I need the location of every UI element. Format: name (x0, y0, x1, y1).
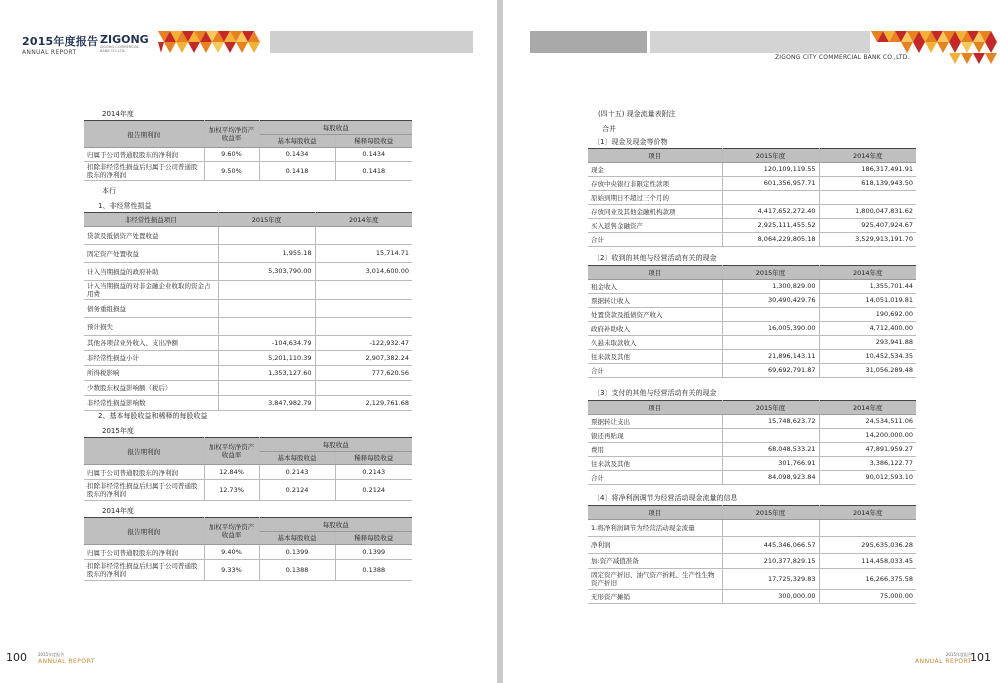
table-row: 合计 69,692,791.87 31,056,289.48 (588, 363, 916, 377)
header-eps: 每股收益 (259, 121, 412, 135)
table-row: 贷款及抵债资产处置收益 (84, 226, 412, 244)
header-roe: 加权平均净资产收益率 (204, 518, 259, 545)
header-basic: 基本每股收益 (259, 531, 335, 545)
right-footer-brand: 2015年度报告 ANNUAL REPORT (915, 652, 973, 665)
report-title: 2015年度报告 (22, 35, 99, 48)
header-item: 非经常性损益项目 (84, 213, 218, 227)
decorative-triangles-left (158, 31, 266, 53)
table-row: 归属于公司普通股股东的净利润 9.40% 0.1399 0.1399 (84, 545, 412, 560)
table-row: 原始到期日不超过三个月的 (588, 190, 916, 204)
table-row: 少数股东权益影响额（税后） (84, 380, 412, 395)
table-row: 固定资产折旧、油气资产折耗、生产性生物资产折旧 17,725,329.83 16,266,375.58 (588, 568, 916, 589)
table-row: 净利润 445,346,066.57 295,635,036.28 (588, 536, 916, 553)
header-eps: 每股收益 (259, 518, 412, 532)
consolidated-label: 合并 (602, 125, 616, 133)
table-row: 存放同业及其他金融机构款项 4,417,652,272.40 1,800,047,831.62 (588, 204, 916, 218)
right-page-number: 101 (970, 651, 991, 664)
nonrec-title: 1、非经常性损益 (98, 202, 152, 210)
table-row: 预计损失 (84, 317, 412, 335)
table-row: 合计 8,064,229,805.18 3,529,913,191.70 (588, 232, 916, 246)
header-grey-bar-left (270, 31, 473, 53)
bank-label: 本行 (102, 187, 116, 195)
table-row: 归属于公司普通股股东的净利润 9.60% 0.1434 0.1434 (84, 148, 412, 162)
header-eps: 每股收益 (259, 438, 412, 452)
header-basic: 基本每股收益 (259, 451, 335, 465)
table-row: 加:资产减值准备 210,377,829.15 114,458,033.45 (588, 553, 916, 568)
table-row: 买入返售金融资产 2,925,111,455.52 925,407,924.67 (588, 218, 916, 232)
nonrec-table (84, 212, 412, 411)
table-row: 扣除非经常性损益后归属于公司普通股股东的净利润 9.50% 0.1418 0.1418 (84, 161, 412, 180)
net-profit-reconciliation-table: 项目 2015年度 2014年度 1.将净利润调节为经营活动现金流量 净利润 445,346,066.57 295,635,036.28 加:资产减值准备 210,377,829.15 114,458,033.45 固定资产折旧、油气资产折耗、生产性生物资产折旧 17,725,329.83 16,266,375.58 无形资产摊销 300,000.00 75,000.00 (588, 505, 916, 604)
header-item: 报告期利润 (84, 121, 204, 148)
table-row: 合计 84,098,923.84 90,012,593.10 (588, 470, 916, 484)
eps2014-year: 2014年度 (102, 507, 134, 515)
brand-sub: ZIGONG COMMERCIAL BANK CO.,LTD. (100, 45, 139, 53)
t2-title: 〔2〕收到的其他与经营活动有关的现金 (593, 254, 717, 262)
cash-equivalents-table: 项目 2015年度 2014年度 现金 120,109,119.55 186,317,491.91 存放中央银行非限定性款项 601,356,957.71 618,139,943.50 原始到期日不超过三个月的 存放同业及其他金融机构款项 4,417,652,272.40 1,800,047,831.62 买入返售金融资产 2,925,111,455.52 925,407,924.67 合计 8,064,229,805.18 3,529,913,191.70 (588, 148, 916, 247)
table-row: 非经常性损益小计 5,201,110.39 2,907,382.24 (84, 350, 412, 365)
table-row: 计入当期损益的政府补助 5,303,790.00 3,014,600.00 (84, 262, 412, 280)
table-row: 所得税影响 1,353,127.60 777,620.56 (84, 365, 412, 380)
left-page-number: 100 (6, 651, 27, 664)
header-diluted: 稀释每股收益 (335, 451, 412, 465)
header-roe: 加权平均净资产收益率 (204, 121, 259, 148)
header-grey-bar-right-b (650, 31, 870, 53)
eps2014-top-year: 2014年度 (102, 110, 134, 118)
table-row: 票据转让支出 15,748,623.72 24,534,511.06 (588, 414, 916, 428)
table-row: 存放中央银行非限定性款项 601,356,957.71 618,139,943.50 (588, 176, 916, 190)
table-row: 往来款及其他 21,896,143.11 10,452,534.35 (588, 349, 916, 363)
header-diluted: 稀释每股收益 (335, 134, 412, 148)
table-row: 政府补助收入 16,005,390.00 4,712,400.00 (588, 321, 916, 335)
header-diluted: 稀释每股收益 (335, 531, 412, 545)
t1-title: 〔1〕现金及现金等价物 (593, 138, 668, 146)
table-row: 非经常性损益影响数 3,847,982.79 2,129,761.68 (84, 395, 412, 410)
eps2014-top-table (84, 120, 412, 181)
header-item: 报告期利润 (84, 518, 204, 545)
left-page (0, 0, 497, 683)
table-row: 现金 120,109,119.55 186,317,491.91 (588, 162, 916, 176)
section-title: (四十五) 现金流量表附注 (598, 110, 676, 118)
table-row: 扣除非经常性损益后归属于公司普通股股东的净利润 12.73% 0.2124 0.2124 (84, 480, 412, 501)
header-grey-bar-right-a (530, 31, 647, 53)
table-row: 费用 68,048,533.21 47,891,959.27 (588, 442, 916, 456)
table-row: 扣除非经常性损益后归属于公司普通股股东的净利润 9.33% 0.1388 0.1388 (84, 560, 412, 581)
table-row: 计入当期损益的对非金融企业收取的资金占用费 (84, 280, 412, 299)
other-operating-receipts-table: 项目 2015年度 2014年度 租金收入 1,300,829.00 1,355,701.44 票据转让收入 30,490,429.76 14,051,019.81 处置贷款及抵债资产收入 190,692.00 政府补助收入 16,005,390.00 4,712,400.00 久悬未取款收入 293,941.88 往来款及其他 21,896,143.11 10,452,534.35 合计 69,692,791.87 31,056,289.48 (588, 265, 916, 378)
table-row: 往来款及其他 301,766.91 3,386,122.77 (588, 456, 916, 470)
t3-title: 〔3〕支付的其他与经营活动有关的现金 (593, 389, 717, 397)
table-row: 归属于公司普通股股东的净利润 12.84% 0.2143 0.2143 (84, 465, 412, 480)
table-row: 债务重组损益 (84, 299, 412, 317)
header-2015: 2015年度 (218, 213, 315, 227)
report-brand (22, 33, 98, 56)
other-operating-payments-table: 项目 2015年度 2014年度 票据转让支出 15,748,623.72 24,534,511.06 银还再贴现 14,200,000.00 费用 68,048,533.21 47,891,959.27 往来款及其他 301,766.91 3,386,122.77 合计 84,098,923.84 90,012,593.10 (588, 400, 916, 485)
table-row: 其他各项营业外收入、支出净额 -104,634.79 -122,932.47 (84, 335, 412, 350)
header-2014: 2014年度 (315, 213, 412, 227)
brand-logo-text: ZIGONG (100, 33, 149, 46)
table-row: 久悬未取款收入 293,941.88 (588, 335, 916, 349)
decorative-triangles-right (871, 31, 1000, 71)
report-subtitle: ANNUAL REPORT (22, 49, 77, 56)
table-row: 固定资产处置收益 1,955.18 15,714.71 (84, 244, 412, 262)
header-basic: 基本每股收益 (259, 134, 335, 148)
bank-name: ZIGONG CITY COMMERCIAL BANK CO.,LTD. (775, 54, 910, 61)
table-row: 银还再贴现 14,200,000.00 (588, 428, 916, 442)
eps-title: 2、基本每股收益和稀释的每股收益 (98, 412, 208, 420)
header-roe: 加权平均净资产收益率 (204, 438, 259, 465)
left-footer-brand: 2015年度报告 ANNUAL REPORT (38, 652, 96, 665)
t4-title: 〔4〕将净利润调节为经营活动现金流量的信息 (593, 494, 738, 502)
eps2015-table (84, 437, 412, 501)
table-row: 租金收入 1,300,829.00 1,355,701.44 (588, 279, 916, 293)
table-row: 1.将净利润调节为经营活动现金流量 (588, 519, 916, 536)
header-item: 报告期利润 (84, 438, 204, 465)
table-row: 处置贷款及抵债资产收入 190,692.00 (588, 307, 916, 321)
table-row: 票据转让收入 30,490,429.76 14,051,019.81 (588, 293, 916, 307)
eps2014-table (84, 517, 412, 581)
right-page (503, 0, 1000, 683)
eps2015-year: 2015年度 (102, 427, 134, 435)
table-row: 无形资产摊销 300,000.00 75,000.00 (588, 589, 916, 603)
